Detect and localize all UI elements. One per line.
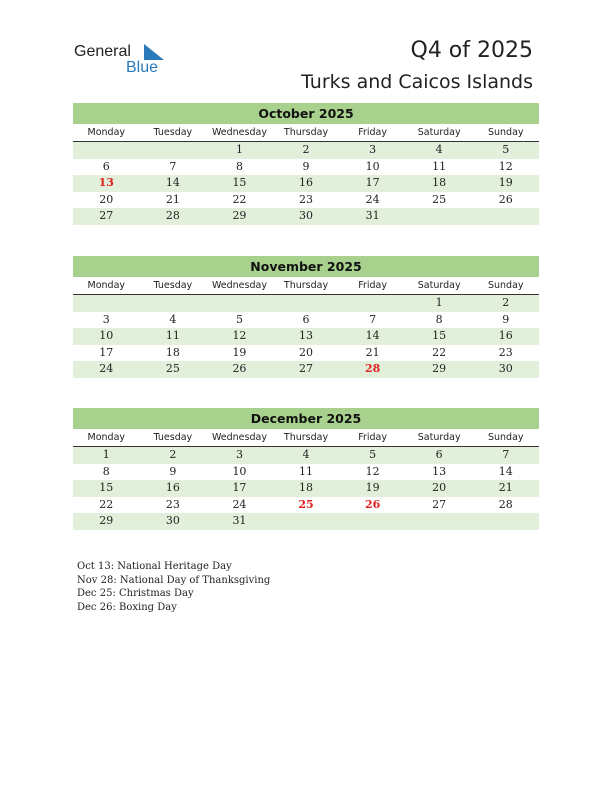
day-cell: 11 xyxy=(299,464,314,478)
day-cell: 27 xyxy=(99,209,114,223)
day-cell: 3 xyxy=(369,143,377,156)
day-cell: 14 xyxy=(498,464,513,478)
month-header: November 2025 xyxy=(73,256,539,277)
holiday-note: Oct 13: National Heritage Day xyxy=(77,561,232,572)
day-cell: 15 xyxy=(432,329,447,343)
day-cell: 2 xyxy=(302,143,310,156)
week-row xyxy=(73,464,539,481)
day-cell: 24 xyxy=(365,192,380,206)
day-cell: 27 xyxy=(432,497,447,511)
weekday-label: Saturday xyxy=(417,432,461,443)
month-calendar xyxy=(73,256,539,378)
week-row xyxy=(73,513,539,530)
day-cell xyxy=(472,513,539,530)
holiday-note: Dec 25: Christmas Day xyxy=(77,588,194,599)
day-cell xyxy=(73,295,140,312)
day-cell: 5 xyxy=(369,448,377,461)
month-calendar xyxy=(73,103,539,225)
day-cell: 21 xyxy=(165,192,180,206)
day-cell: 11 xyxy=(165,329,180,343)
day-cell: 25 xyxy=(165,362,180,376)
holiday-day-cell: 13 xyxy=(98,176,114,190)
day-cell: 28 xyxy=(165,209,180,223)
weekday-label: Tuesday xyxy=(153,280,193,291)
weekday-label: Friday xyxy=(358,432,387,443)
weekday-label: Monday xyxy=(87,280,126,291)
day-cell: 29 xyxy=(99,514,114,528)
page-title: Q4 of 2025 xyxy=(410,38,533,63)
day-cell: 23 xyxy=(299,192,314,206)
logo-triangle-icon xyxy=(142,44,164,60)
day-cell: 24 xyxy=(232,497,247,511)
day-cell: 12 xyxy=(232,329,247,343)
weekday-label: Friday xyxy=(358,280,387,291)
week-row xyxy=(73,312,539,329)
day-cell: 14 xyxy=(165,176,180,190)
day-cell: 9 xyxy=(502,312,510,326)
month-header: October 2025 xyxy=(73,103,539,124)
weekday-header-row xyxy=(73,277,539,295)
day-cell xyxy=(406,208,473,225)
week-row xyxy=(73,295,539,312)
day-cell: 7 xyxy=(369,312,377,326)
day-cell: 2 xyxy=(502,296,510,309)
week-row xyxy=(73,447,539,464)
day-cell xyxy=(339,295,406,312)
month-header: December 2025 xyxy=(73,408,539,429)
day-cell: 22 xyxy=(99,497,114,511)
day-cell: 27 xyxy=(299,362,314,376)
day-cell: 14 xyxy=(365,329,380,343)
weekday-label: Monday xyxy=(87,432,126,443)
day-cell: 4 xyxy=(169,312,177,326)
week-row xyxy=(73,175,539,192)
day-cell: 3 xyxy=(102,312,110,326)
weekday-label: Sunday xyxy=(487,127,524,138)
logo-blue-text: Blue xyxy=(126,59,159,76)
day-cell: 23 xyxy=(165,497,180,511)
day-cell: 17 xyxy=(232,481,247,495)
day-cell: 7 xyxy=(502,448,510,461)
day-cell: 26 xyxy=(498,192,513,206)
day-cell: 5 xyxy=(235,312,243,326)
holiday-note: Nov 28: National Day of Thanksgiving xyxy=(77,574,271,586)
day-cell: 2 xyxy=(169,448,177,461)
weekday-label: Sunday xyxy=(487,280,524,291)
holiday-day-cell: 26 xyxy=(364,497,381,511)
day-cell: 19 xyxy=(365,481,380,495)
day-cell: 13 xyxy=(432,464,447,478)
day-cell: 22 xyxy=(232,192,247,206)
holiday-day-cell: 28 xyxy=(364,362,381,376)
day-cell: 22 xyxy=(432,345,447,359)
month-calendar xyxy=(73,408,539,530)
day-cell: 21 xyxy=(498,481,513,495)
weekday-header-row xyxy=(73,124,539,142)
day-cell: 3 xyxy=(235,448,243,461)
day-cell: 1 xyxy=(102,448,110,461)
week-row xyxy=(73,328,539,345)
day-cell: 24 xyxy=(99,362,114,376)
day-cell: 30 xyxy=(299,209,314,223)
day-cell xyxy=(140,142,207,159)
day-cell: 15 xyxy=(232,176,247,190)
day-cell: 6 xyxy=(102,159,110,173)
day-cell: 12 xyxy=(365,464,380,478)
day-cell xyxy=(406,513,473,530)
day-cell: 31 xyxy=(232,514,247,528)
day-cell: 15 xyxy=(99,481,114,495)
week-row xyxy=(73,497,539,514)
day-cell: 8 xyxy=(235,159,243,173)
day-cell: 26 xyxy=(232,362,247,376)
day-cell: 7 xyxy=(169,159,177,173)
day-cell: 29 xyxy=(232,209,247,223)
day-cell: 21 xyxy=(365,345,380,359)
day-cell xyxy=(273,295,340,312)
weekday-label: Friday xyxy=(358,127,387,138)
weekday-label: Wednesday xyxy=(211,127,267,138)
weekday-label: Sunday xyxy=(487,432,524,443)
day-cell: 20 xyxy=(99,192,114,206)
weekday-label: Tuesday xyxy=(153,432,193,443)
day-cell: 16 xyxy=(498,329,513,343)
day-cell: 17 xyxy=(365,176,380,190)
day-cell: 19 xyxy=(498,176,513,190)
day-cell: 10 xyxy=(365,159,380,173)
day-cell: 4 xyxy=(302,448,310,461)
weekday-label: Tuesday xyxy=(153,127,193,138)
day-cell: 18 xyxy=(299,481,314,495)
logo-general-text: General xyxy=(74,43,131,60)
holiday-notes xyxy=(77,560,270,614)
day-cell: 10 xyxy=(99,329,114,343)
holiday-note: Dec 26: Boxing Day xyxy=(77,601,177,613)
day-cell xyxy=(73,142,140,159)
day-cell: 30 xyxy=(165,514,180,528)
day-cell xyxy=(339,513,406,530)
weekday-label: Monday xyxy=(87,127,126,138)
weekday-header-row xyxy=(73,429,539,447)
day-cell xyxy=(140,295,207,312)
day-cell: 20 xyxy=(432,481,447,495)
week-row xyxy=(73,361,539,378)
day-cell: 25 xyxy=(432,192,447,206)
day-cell: 8 xyxy=(435,312,443,326)
weekday-label: Thursday xyxy=(283,280,329,291)
day-cell: 10 xyxy=(232,464,247,478)
day-cell: 18 xyxy=(165,345,180,359)
weekday-label: Wednesday xyxy=(211,432,267,443)
week-row xyxy=(73,480,539,497)
page-subtitle: Turks and Caicos Islands xyxy=(301,71,533,93)
day-cell: 30 xyxy=(498,362,513,376)
weekday-label: Saturday xyxy=(417,280,461,291)
day-cell: 8 xyxy=(102,464,110,478)
day-cell: 4 xyxy=(435,143,443,156)
day-cell xyxy=(206,295,273,312)
day-cell xyxy=(273,513,340,530)
day-cell: 31 xyxy=(365,209,380,223)
day-cell xyxy=(472,208,539,225)
weekday-label: Wednesday xyxy=(211,280,267,291)
day-cell: 9 xyxy=(302,159,310,173)
day-cell: 6 xyxy=(302,312,310,326)
day-cell: 23 xyxy=(498,345,513,359)
day-cell: 18 xyxy=(432,176,447,190)
day-cell: 13 xyxy=(299,329,314,343)
weekday-label: Saturday xyxy=(417,127,461,138)
day-cell: 20 xyxy=(299,345,314,359)
day-cell: 28 xyxy=(498,497,513,511)
day-cell: 29 xyxy=(432,362,447,376)
day-cell: 9 xyxy=(169,464,177,478)
weekday-label: Thursday xyxy=(283,432,329,443)
week-row xyxy=(73,159,539,176)
day-cell: 17 xyxy=(99,345,114,359)
day-cell: 1 xyxy=(435,296,443,309)
day-cell: 19 xyxy=(232,345,247,359)
day-cell: 5 xyxy=(502,143,510,156)
weekday-label: Thursday xyxy=(283,127,329,138)
week-row xyxy=(73,142,539,159)
week-row xyxy=(73,192,539,209)
day-cell: 16 xyxy=(165,481,180,495)
week-row xyxy=(73,345,539,362)
day-cell: 6 xyxy=(435,448,443,461)
generalblue-logo xyxy=(74,43,174,79)
day-cell: 16 xyxy=(299,176,314,190)
day-cell: 11 xyxy=(432,159,447,173)
holiday-day-cell: 25 xyxy=(298,497,314,511)
day-cell: 12 xyxy=(498,159,513,173)
day-cell: 1 xyxy=(235,143,243,156)
week-row xyxy=(73,208,539,225)
